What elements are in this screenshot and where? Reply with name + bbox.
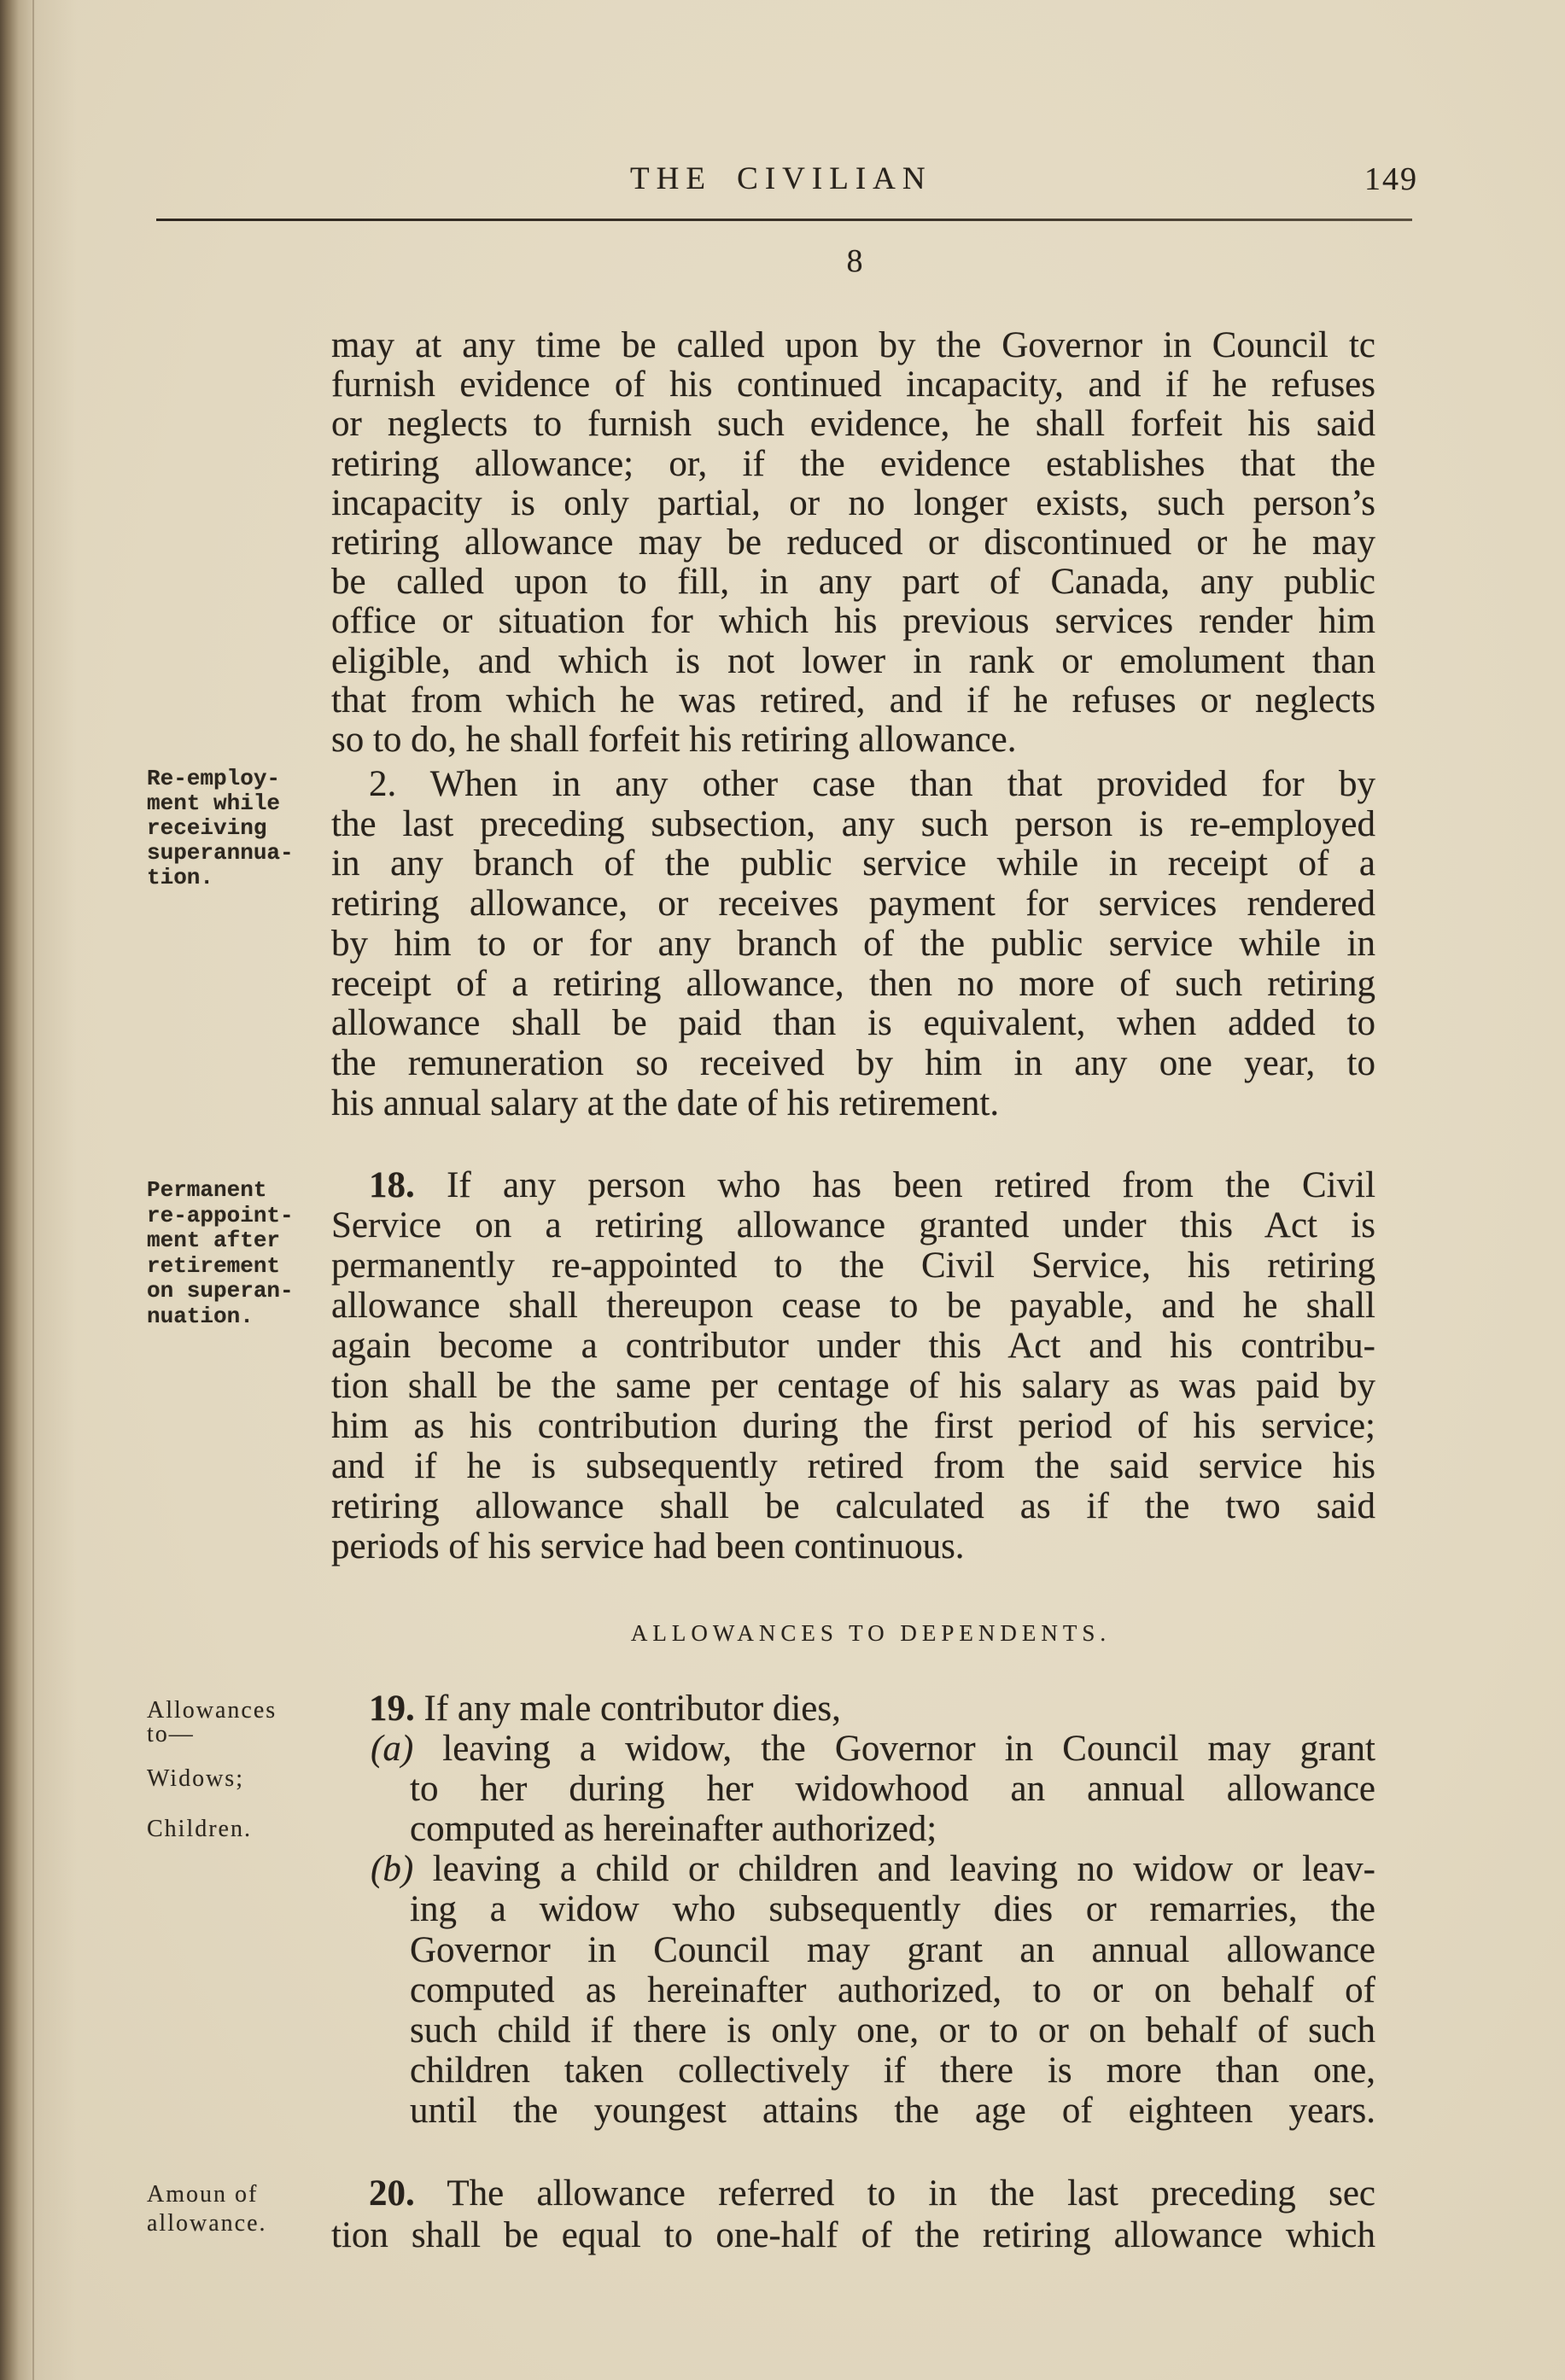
margin-note-line: tion. <box>147 865 214 890</box>
body-line: receipt of a retiring allowance, then no more of such retiring <box>331 963 1375 1004</box>
body-line-text: leaving a widow, the Governor in Council may grant <box>442 1729 1376 1770</box>
page-number: 149 <box>1364 161 1418 197</box>
body-line: so to do, he shall forfeit his retiring allowance. <box>331 720 1017 761</box>
margin-note-line: Children. <box>147 1816 252 1842</box>
body-line <box>331 1689 1375 1729</box>
margin-note-line: Amoun of <box>147 2181 259 2208</box>
body-line <box>371 1729 1375 1769</box>
body-line: retiring allowance; or, if the evidence establishes that the <box>331 443 1375 484</box>
body-line: computed as hereinafter authorized; <box>410 1809 937 1850</box>
body-line <box>331 1165 1375 1205</box>
body-line <box>371 1849 1375 1889</box>
clause-label: (b) <box>371 1849 414 1890</box>
header-rule <box>156 219 1412 221</box>
body-line: furnish evidence of his continued incapacity, and if he refuses <box>331 365 1375 405</box>
section-19 <box>331 1689 1375 2131</box>
body-line: or neglects to furnish such evidence, he shall forfeit his said <box>331 404 1375 445</box>
margin-note-line: to— <box>147 1721 195 1747</box>
section-heading: ALLOWANCES TO DEPENDENTS. <box>630 1620 1112 1646</box>
body-line: the last preceding subsection, any such person is re-employed <box>331 803 1375 844</box>
body-line: be called upon to fill, in any part of Canada, any public <box>331 562 1375 603</box>
clause-b <box>331 1849 1375 2131</box>
body-line: retiring allowance may be reduced or discontinued or he may <box>331 522 1375 563</box>
body-line: and if he is subsequently retired from the said service his <box>331 1446 1375 1486</box>
margin-note-line: superannua- <box>147 840 294 866</box>
body-line: computed as hereinafter authorized, to or on behalf of <box>410 1969 1375 2010</box>
body-line-text: The allowance referred to in the last preceding sec <box>447 2173 1375 2214</box>
paragraph-subsection-2 <box>331 765 1375 1123</box>
body-line: retiring allowance shall be calculated as if the two said <box>331 1486 1375 1526</box>
body-line: him as his contribution during the first period of his service; <box>331 1406 1375 1446</box>
body-line: permanently re-appointed to the Civil Service, his retiring <box>331 1245 1375 1286</box>
section-18 <box>331 1165 1375 1566</box>
body-line: such child if there is only one, or to or on behalf of such <box>410 2010 1375 2050</box>
margin-note-line: ment after <box>147 1228 281 1253</box>
body-line: tion shall be equal to one-half of the retiring allowance which <box>331 2215 1375 2255</box>
body-line: eligible, and which is not lower in rank or emolument than <box>331 640 1375 681</box>
margin-note-line: on superan- <box>147 1278 294 1304</box>
margin-note-line: Permanent <box>147 1177 267 1203</box>
body-line: by him to or for any branch of the public service while in <box>331 923 1375 964</box>
margin-note-line: Allowances <box>147 1697 277 1724</box>
section-number: 18. <box>369 1165 415 1205</box>
body-line: the remuneration so received by him in any one year, to <box>331 1042 1375 1083</box>
section-20 <box>331 2173 1375 2256</box>
margin-note-line: ment while <box>147 790 281 816</box>
margin-note-line: allowance. <box>147 2210 267 2237</box>
body-line: ing a widow who subsequently dies or remarries, the <box>410 1889 1375 1930</box>
body-line: Governor in Council may grant an annual allowance <box>410 1929 1375 1970</box>
body-line: until the youngest attains the age of eighteen years. <box>410 2090 1375 2131</box>
body-line <box>331 2173 1375 2214</box>
body-line: may at any time be called upon by the Governor in Council tc <box>331 325 1375 365</box>
body-line: incapacity is only partial, or no longer exists, such person’s <box>331 482 1375 523</box>
body-line: allowance shall be paid than is equivalent, when added to <box>331 1003 1375 1044</box>
margin-note-line: re-appoint- <box>147 1202 294 1228</box>
body-line: 2. When in any other case than that provided for by <box>369 764 1375 804</box>
margin-note-line: Widows; <box>147 1765 244 1792</box>
running-title: THE CIVILIAN <box>630 161 932 196</box>
margin-note-line: receiving <box>147 815 267 841</box>
body-line-text: leaving a child or children and leaving no widow or leav- <box>432 1849 1376 1890</box>
clause-label: (a) <box>371 1729 414 1770</box>
body-line: again become a contributor under this Act and his contribu- <box>331 1326 1375 1366</box>
page-edge <box>32 0 34 2380</box>
body-line: to her during her widowhood an annual allowance <box>410 1769 1375 1810</box>
body-line-text: If any person who has been retired from the Civil <box>447 1165 1376 1205</box>
paragraph-continuation <box>331 326 1375 760</box>
body-line: that from which he was retired, and if he refuses or neglects <box>331 680 1375 720</box>
margin-note-permanent-reappointment <box>147 1178 294 1329</box>
body-line: Service on a retiring allowance granted under this Act is <box>331 1205 1375 1245</box>
body-line: periods of his service had been continuous. <box>331 1526 965 1566</box>
body-line: tion shall be the same per centage of his salary as was paid by <box>331 1366 1375 1406</box>
signature-mark: 8 <box>846 243 863 279</box>
body-line: in any branch of the public service while in receipt of a <box>331 843 1375 884</box>
clause-a <box>331 1729 1375 1849</box>
body-line: office or situation for which his previous services render him <box>331 601 1375 642</box>
body-line: retiring allowance, or receives payment for services rendered <box>331 884 1375 925</box>
margin-note-re-employment <box>147 767 294 890</box>
section-number: 19. <box>369 1689 415 1729</box>
margin-note-line: retirement <box>147 1252 281 1279</box>
margin-note-line: Re-employ- <box>147 766 281 791</box>
section-number: 20. <box>369 2173 415 2214</box>
book-gutter-shadow <box>0 0 77 2380</box>
body-line: allowance shall thereupon cease to be payable, and he shall <box>331 1286 1375 1326</box>
margin-note-line: nuation. <box>147 1303 254 1329</box>
body-line: his annual salary at the date of his retirement. <box>331 1082 1000 1123</box>
body-line-text: If any male contributor dies, <box>423 1689 841 1729</box>
body-line: children taken collectively if there is more than one, <box>410 2050 1375 2091</box>
